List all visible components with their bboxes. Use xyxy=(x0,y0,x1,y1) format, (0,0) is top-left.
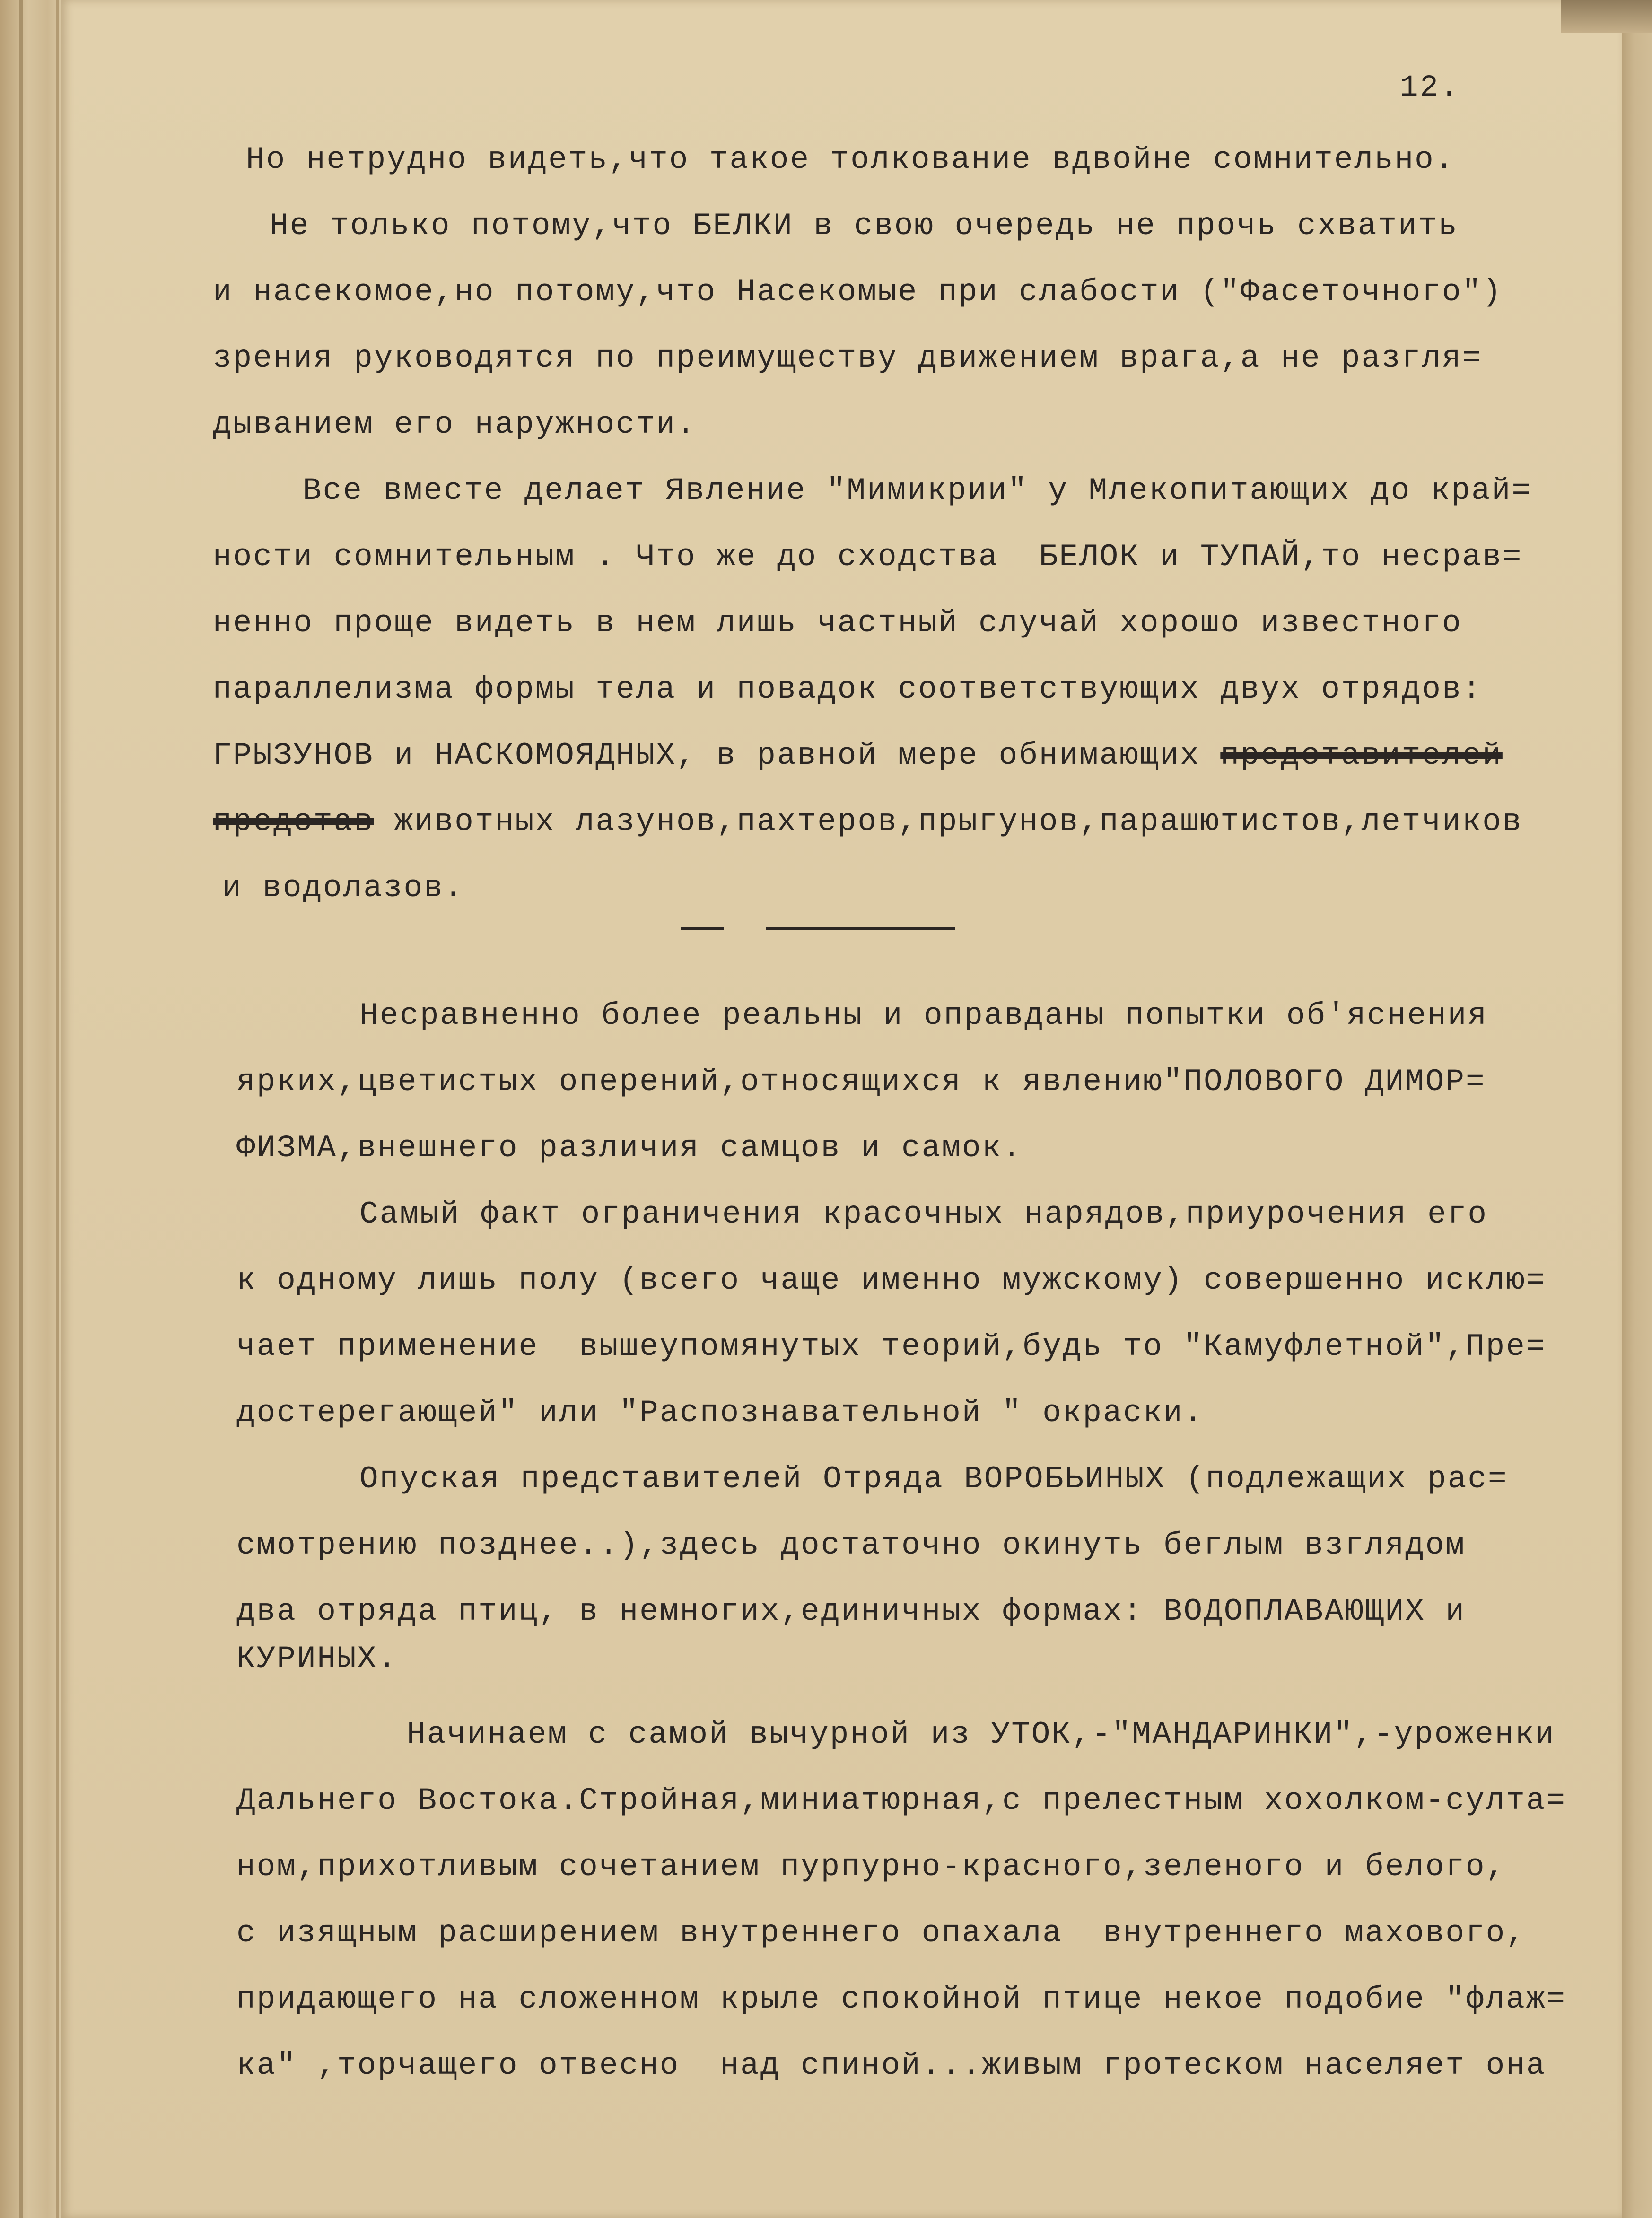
text-line: дыванием его наружности. xyxy=(213,407,697,442)
text-segment: животных лазунов,пахтеров,прыгунов,парашютистов,летчиков xyxy=(374,804,1523,839)
text-line: к одному лишь полу (всего чаще именно мужскому) совершенно исклю= xyxy=(236,1263,1547,1298)
text-line: ном,прихотливым сочетанием пурпурно-красного,зеленого и белого, xyxy=(236,1849,1506,1885)
text-line: ка" ,торчащего отвесно над спиной...живым гротеском населяет она xyxy=(236,2048,1547,2083)
text-line: достерегающей" или "Распознавательной " окраски. xyxy=(236,1395,1204,1431)
separator-dash xyxy=(681,927,724,930)
binding-edge xyxy=(19,0,23,2218)
struck-text: представ xyxy=(213,804,374,839)
text-line: и водолазов. xyxy=(222,870,464,906)
text-line: Дальнего Востока.Стройная,миниатюрная,с прелестным хохолком-султа= xyxy=(236,1783,1567,1818)
text-line xyxy=(213,804,1522,839)
text-line: Не только потому,что БЕЛКИ в свою очередь не прочь схватить xyxy=(270,208,1459,244)
text-line: Опуская представителей Отряда ВОРОБЬИНЫХ (подлежащих рас= xyxy=(359,1461,1508,1497)
text-line: чает применение вышеупомянутых теорий,будь то "Камуфлетной",Пре= xyxy=(236,1329,1547,1364)
page-stack-edge xyxy=(1622,0,1652,2218)
text-line: зрения руководятся по преимуществу движением врага,а не разгля= xyxy=(213,341,1483,376)
text-line: Но нетрудно видеть,что такое толкование вдвойне сомнительно. xyxy=(246,142,1455,177)
text-line: с изящным расширением внутреннего опахала внутреннего махового, xyxy=(236,1915,1526,1951)
binding-edge-inner xyxy=(56,0,59,2218)
text-line: и насекомое,но потому,что Насекомые при слабости ("Фасеточного") xyxy=(213,274,1503,310)
text-line xyxy=(213,738,1503,773)
text-line: ненно проще видеть в нем лишь частный случай хорошо известного xyxy=(213,605,1462,641)
text-line: два отряда птиц, в немногих,единичных формах: ВОДОПЛАВАЮЩИХ и xyxy=(236,1594,1466,1629)
text-line: Начинаем с самой вычурной из УТОК,-"МАНДАРИНКИ",-уроженки xyxy=(407,1717,1556,1752)
page-number: 12. xyxy=(1400,71,1460,105)
text-line: ности сомнительным . Что же до сходства БЕЛОК и ТУПАЙ,то несрав= xyxy=(213,539,1523,575)
text-line: Все вместе делает Явление "Мимикрии" у Млекопитающих до край= xyxy=(303,473,1532,508)
text-line: Несравненно более реальны и оправданы попытки об'яснения xyxy=(359,998,1488,1033)
text-line: параллелизма формы тела и повадок соответствующих двух отрядов: xyxy=(213,672,1483,707)
text-line: придающего на сложенном крыле спокойной птице некое подобие "флаж= xyxy=(236,1982,1567,2017)
separator-line xyxy=(766,927,955,930)
text-line: ФИЗМА,внешнего различия самцов и самок. xyxy=(236,1130,1023,1166)
text-line: смотрению позднее..),здесь достаточно окинуть беглым взглядом xyxy=(236,1528,1466,1563)
document-page xyxy=(61,0,1622,2218)
page-corner-shadow xyxy=(1561,0,1652,33)
text-line: КУРИНЫХ. xyxy=(236,1641,398,1677)
text-line: ярких,цветистых оперений,относящихся к явлению"ПОЛОВОГО ДИМОР= xyxy=(236,1064,1486,1100)
text-segment: ГРЫЗУНОВ и НАСКОМОЯДНЫХ, в равной мере обнимающих xyxy=(213,738,1221,773)
text-line: Самый факт ограничения красочных нарядов,приурочения его xyxy=(359,1196,1488,1232)
struck-text: представителей xyxy=(1220,738,1503,773)
